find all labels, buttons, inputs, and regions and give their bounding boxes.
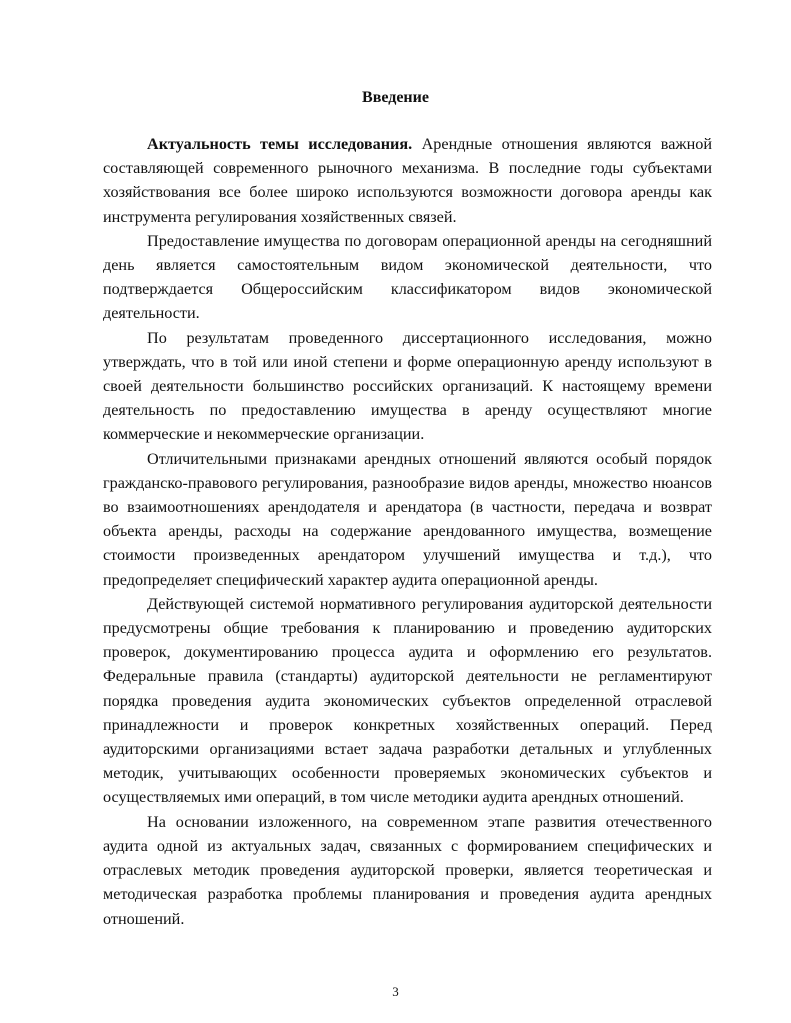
paragraph-relevance <box>103 132 712 229</box>
page-title: Введение <box>362 89 429 106</box>
paragraph: На основании изложенного, на современном этапе развития отечественного аудита одной из актуальных задач, связанных с формированием специфических и отраслевых методик проведения аудиторской проверки, является теоретическая и методическая разработка проблемы планирования и проведения аудита арендных отношений. <box>103 812 712 928</box>
paragraph: По результатам проведенного диссертационного исследования, можно утверждать, что в той или иной степени и форме операционную аренду используют в своей деятельности большинство российских организаций. К настоящему времени деятельность по предоставлению имущества в аренду осуществляют многие коммерческие и некоммерческие организации. <box>103 328 712 444</box>
paragraph: Предоставление имущества по договорам операционной аренды на сегодняшний день является самостоятельным видом экономической деятельности, что подтверждается Общероссийским классификатором видов экономической деятельности. <box>103 231 712 323</box>
page-number: 3 <box>392 984 399 999</box>
body-text <box>103 132 712 931</box>
paragraph-lead: Актуальность темы исследования. <box>147 135 413 153</box>
paragraph: Действующей системой нормативного регулирования аудиторской деятельности предусмотрены общие требования к планированию и проведению аудиторских проверок, документированию процесса аудита и оформлению его результатов. Федеральные правила (стандарты) аудиторской деятельности не регламентируют порядка проведения аудита экономических субъектов определенной отраслевой принадлежности и проверок конкретных хозяйственных операций. Перед аудиторскими организациями встает задача разработки детальных и углубленных методик, учитывающих особенности проверяемых экономических субъектов и осуществляемых ими операций, в том числе методики аудита арендных отношений. <box>103 594 712 807</box>
paragraph-text: Арендные отношения являются важной составляющей современного рыночного механизма. В последние годы субъектами хозяйствования все более широко используются возможности договора аренды как инструмента регулирования хозяйственных связей. <box>103 135 713 226</box>
paragraph: Отличительными признаками арендных отношений являются особый порядок гражданско-правового регулирования, разнообразие видов аренды, множество нюансов во взаимоотношениях арендодателя и арендатора (в частности, передача и возврат объекта аренды, расходы на содержание арендованного имущества, возмещение стоимости произведенных арендатором улучшений имущества и т.д.), что предопределяет специфический характер аудита операционной аренды. <box>103 449 712 589</box>
